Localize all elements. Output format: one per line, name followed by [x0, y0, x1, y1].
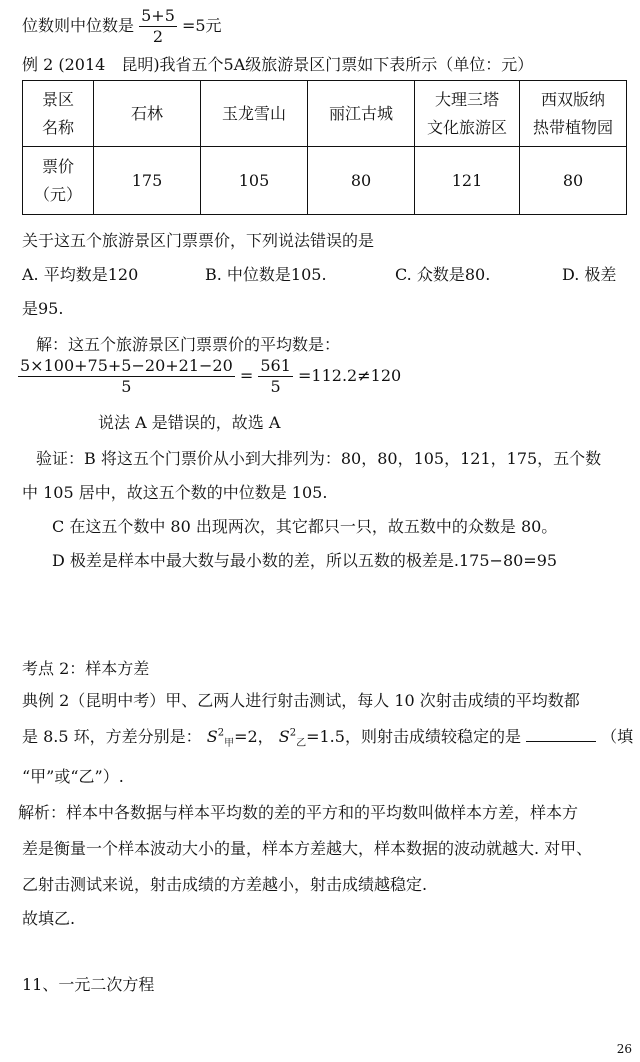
option-b: B. 中位数是105.	[205, 265, 327, 284]
mean-equation	[18, 356, 401, 397]
intro-suffix: =5元	[181, 16, 222, 35]
table-cell	[520, 147, 627, 215]
example2-title: 例 2 (2014 昆明)我省五个5A级旅游景区门票如下表所示（单位：元）	[22, 55, 534, 74]
intro-frac-num: 5+5	[141, 6, 175, 25]
subscript: 乙	[296, 738, 307, 750]
mean-result: =112.2≠120	[298, 366, 402, 385]
section2-line1: 典例 2（昆明中考）甲、乙两人进行射击测试，每人 10 次射击成绩的平均数都	[22, 691, 580, 710]
table-row	[23, 147, 627, 215]
mean-fraction	[18, 356, 235, 397]
table-row	[23, 81, 627, 147]
analysis-line2: 差是衡量一个样本波动大小的量，样本方差越大，样本数据的波动就越大. 对甲、	[22, 839, 593, 858]
analysis-line3: 乙射击测试来说，射击成绩的方差越小，射击成绩越稳定.	[22, 875, 428, 894]
option-d-continued: 是95.	[22, 299, 64, 318]
section2-heading: 考点 2：样本方差	[22, 659, 150, 678]
cell-text: 玉龙雪山	[221, 103, 286, 123]
variance-a-value: =2，	[234, 727, 274, 746]
verify-b-line1: 验证：B 将这五个门票价从小到大排列为：80，80，105，121，175，五个数	[36, 449, 602, 468]
page-number: 26	[616, 1042, 632, 1056]
verify-b-line2: 中 105 居中，故这五个数的中位数是 105.	[22, 483, 328, 502]
intro-line	[22, 6, 222, 47]
line2-text: 是 8.5 环，方差分别是：	[22, 727, 202, 746]
cell-text: 80	[350, 170, 372, 190]
variance-b-value: =1.5，则射击成绩较稳定的是	[306, 727, 521, 746]
option-c: C. 众数是80.	[395, 265, 491, 284]
verify-d: D 极差是样本中最大数与最小数的差，所以五数的极差是.175−80=95	[52, 551, 558, 570]
mean-den: 5	[121, 377, 132, 396]
table-cell	[94, 147, 201, 215]
answer-blank	[526, 727, 596, 742]
solution-intro: 解：这五个旅游景区门票票价的平均数是：	[36, 335, 341, 354]
header-line: 票价	[41, 156, 74, 176]
section3-heading: 11、一元二次方程	[22, 975, 155, 994]
superscript: 2	[289, 727, 297, 739]
table-cell	[415, 81, 520, 147]
section2-line3: “甲”或“乙”）.	[22, 767, 124, 786]
s-symbol: S	[278, 727, 290, 746]
table-cell	[415, 147, 520, 215]
table-cell	[520, 81, 627, 147]
header-line: 景区	[41, 89, 74, 109]
header-line: （元）	[33, 184, 82, 204]
table-cell	[201, 147, 308, 215]
mean-den-2: 5	[270, 377, 281, 396]
analysis-line1: 解析：样本中各数据与样本平均数的差的平方和的平均数叫做样本方差，样本方	[18, 803, 579, 822]
superscript: 2	[217, 727, 225, 739]
table-cell	[94, 81, 201, 147]
cell-text: 大理三塔	[434, 89, 499, 109]
question-text: 关于这五个旅游景区门票票价，下列说法错误的是	[22, 231, 375, 250]
option-a: A. 平均数是120	[22, 265, 139, 284]
mean-num: 5×100+75+5−20+21−20	[20, 356, 233, 375]
conclusion-a: 说法 A 是错误的，故选 A	[98, 413, 281, 432]
cell-text: 西双版纳	[540, 89, 605, 109]
equals-sign: =	[239, 366, 254, 385]
section2-line2	[22, 724, 633, 749]
price-table	[22, 80, 627, 215]
subscript: 甲	[224, 738, 235, 750]
verify-c: C 在这五个数中 80 出现两次，其它都只一只，故五数中的众数是 80。	[52, 517, 558, 536]
intro-prefix: 位数则中位数是	[22, 16, 135, 35]
mean-fraction-2	[258, 356, 293, 397]
table-cell	[308, 147, 415, 215]
intro-frac-den: 2	[152, 27, 164, 46]
cell-text: 80	[562, 170, 584, 190]
cell-text: 文化旅游区	[426, 117, 507, 137]
cell-text: 热带植物园	[532, 117, 613, 137]
table-cell-header	[23, 147, 94, 215]
option-d: D. 极差	[562, 265, 617, 284]
line2-end: （填	[601, 727, 634, 746]
cell-text: 丽江古城	[328, 103, 393, 123]
table-cell-header	[23, 81, 94, 147]
header-line: 名称	[41, 117, 74, 137]
mean-num-2: 561	[260, 356, 291, 375]
s-symbol: S	[206, 727, 218, 746]
cell-text: 石林	[130, 103, 163, 123]
answer-line: 故填乙.	[22, 909, 76, 928]
table-cell	[308, 81, 415, 147]
intro-fraction	[139, 6, 177, 47]
variance-b	[278, 727, 307, 750]
variance-a	[206, 727, 235, 750]
cell-text: 105	[238, 170, 270, 190]
cell-text: 175	[131, 170, 163, 190]
cell-text: 121	[451, 170, 483, 190]
table-cell	[201, 81, 308, 147]
